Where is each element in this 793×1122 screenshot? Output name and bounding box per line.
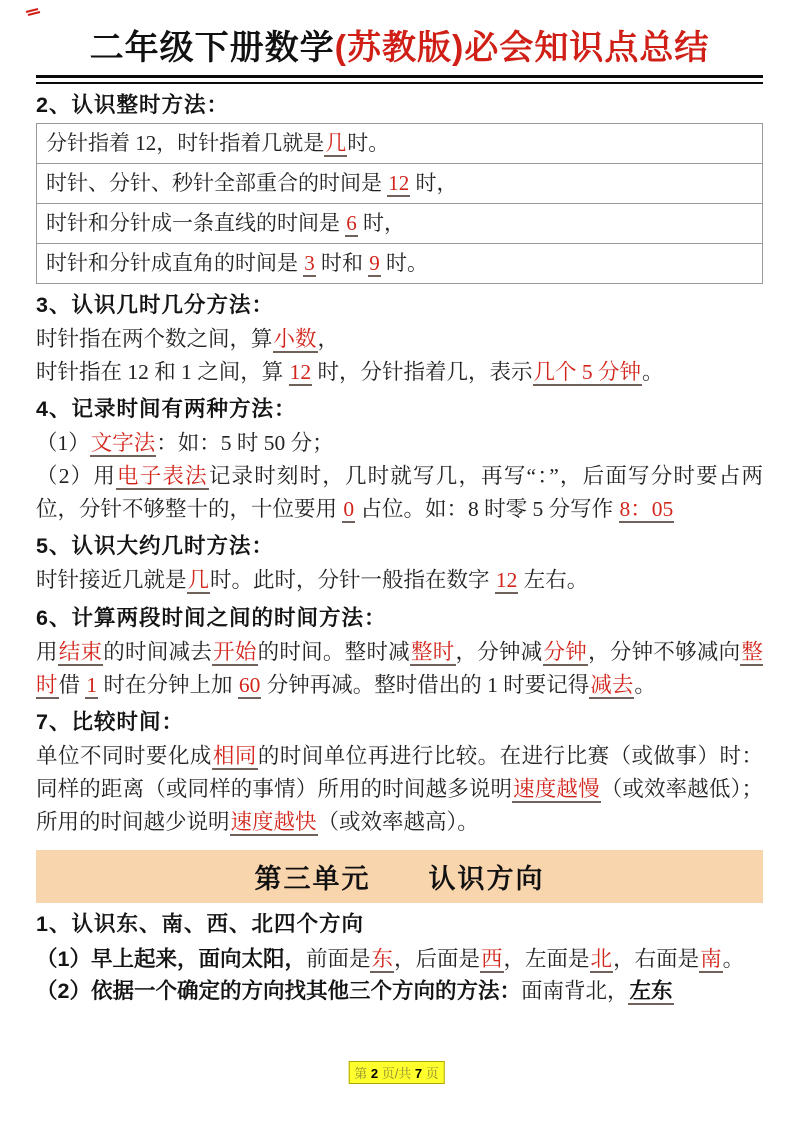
text-run: 时针接近几就是: [36, 568, 187, 593]
page-title-black: 二年级下册数学: [89, 29, 335, 67]
text-run: ，分钟不够减向: [588, 640, 741, 665]
blank-answer: 整时: [36, 640, 763, 697]
table-cell: [37, 124, 763, 164]
blank-answer: 12: [289, 359, 312, 384]
text-run: ，后面是: [394, 946, 481, 971]
table-row: [37, 244, 763, 284]
text-run: 的时间减去: [103, 640, 213, 665]
blank-answer: 几个 5 分钟: [533, 359, 642, 384]
text-run: ，分钟减: [455, 640, 543, 665]
blank-answer: 8：05: [619, 496, 674, 521]
blank-answer: 12: [388, 170, 410, 195]
footer-label: 页/共: [378, 1066, 415, 1081]
text-run: 面南背北，: [520, 979, 629, 1004]
text-run: 。: [642, 359, 664, 384]
text-run: 时，: [410, 170, 458, 195]
blank-answer: 相同: [212, 744, 257, 769]
footer-total-pages: 7: [414, 1066, 423, 1081]
table-row: [37, 164, 763, 204]
section-heading-6: 6、计算两段时间之间的时间方法：: [36, 606, 387, 631]
paragraph: [36, 460, 763, 525]
blank-answer: 60: [238, 672, 261, 697]
blank-answer: 电子表法: [117, 464, 208, 489]
paragraph: [36, 356, 763, 389]
text-run: （2）用: [36, 464, 117, 489]
unit-banner: 第三单元 认识方向: [36, 850, 763, 903]
blank-answer: 南: [700, 946, 722, 971]
clock-methods-table: [36, 123, 763, 284]
text-run: 时，: [357, 210, 405, 235]
corner-scribble-icon: [24, 2, 42, 21]
blank-answer: 6: [346, 210, 357, 235]
text-run: 借: [58, 672, 86, 697]
text-run: 。: [722, 946, 745, 971]
blank-answer: 北: [590, 946, 613, 971]
blank-answer: 1: [86, 672, 98, 697]
blank-answer: 东: [371, 946, 393, 971]
footer-page-number: 2: [370, 1066, 379, 1081]
paragraph: [36, 323, 763, 356]
paragraph: [36, 427, 763, 460]
table-cell: [37, 204, 763, 244]
text-run: 时。: [347, 130, 390, 155]
text-run: 的时间。整时减: [257, 640, 410, 665]
text-run: 时和: [315, 250, 369, 275]
text-run: 时针、分针、秒针全部重合的时间是: [46, 170, 388, 195]
section-heading-7: 7、比较时间：: [36, 710, 184, 735]
table-row: [37, 204, 763, 244]
text-run: 时针和分针成直角的时间是: [46, 250, 304, 275]
blank-answer: 减去: [590, 672, 634, 697]
text-run: （或效率越低）；所用的时间越少说明: [36, 777, 763, 834]
table-cell: [37, 164, 763, 204]
section-heading-4: 4、记录时间有两种方法：: [36, 397, 297, 422]
section-heading-5: 5、认识大约几时方法：: [36, 534, 274, 559]
text-run: 记录时刻时，几时就写几，再写“：”，后面写分时要占两位，分针不够整十的，十位要用: [36, 464, 763, 521]
text-run: 时针指在两个数之间，算: [36, 327, 273, 352]
blank-answer: 分钟: [543, 640, 588, 665]
paragraph: [36, 740, 763, 838]
paragraph: [36, 636, 763, 701]
paragraph: [36, 943, 763, 976]
paragraph: [36, 975, 763, 1008]
footer-label: 第: [354, 1066, 371, 1081]
bold-run: （2）依据一个确定的方向找其他三个方向的方法：: [36, 979, 521, 1004]
text-run: （或效率越高）。: [317, 809, 479, 834]
section-heading-2: 2、认识整时方法：: [36, 93, 229, 117]
blank-answer: 速度越慢: [513, 777, 600, 802]
text-run: 。: [634, 672, 656, 697]
table-cell: [37, 244, 763, 284]
text-run: 前面是: [305, 946, 371, 971]
blank-answer: 速度越快: [230, 809, 317, 834]
bold-run: （1）早上起来，面向太阳，: [36, 946, 306, 971]
page-title-red: (苏教版)必会知识点总结: [334, 29, 710, 67]
text-run: 的时间单位再进行比较。在进行比赛（或做事）时：同样的距离（或同样的事情）所用的时间越多说明: [36, 744, 763, 802]
blank-answer: 小数: [273, 327, 317, 352]
section-heading-3: 3、认识几时几分方法：: [36, 293, 274, 318]
text-run: （1）: [36, 431, 90, 456]
blank-answer: 左东: [629, 979, 673, 1004]
text-run: 占位。如：8 时零 5 分写作: [355, 496, 619, 521]
text-run: 时针和分针成一条直线的时间是: [46, 210, 346, 235]
blank-answer: 整时: [410, 640, 455, 665]
text-run: ，右面是: [613, 946, 700, 971]
text-run: ：如：5 时 50 分；: [156, 431, 334, 456]
footer-label: 页: [422, 1066, 439, 1081]
text-run: 时。: [380, 250, 428, 275]
table-row: [37, 124, 763, 164]
blank-answer: 0: [343, 496, 355, 521]
text-run: 左右。: [518, 568, 589, 593]
text-run: 分钟再减。整时借出的 1 时要记得: [261, 672, 590, 697]
blank-answer: 几: [325, 130, 347, 155]
text-run: 用: [36, 640, 58, 665]
blank-answer: 西: [481, 946, 503, 971]
page-title: [36, 4, 763, 74]
text-run: ，: [317, 327, 340, 352]
text-run: 时在分钟上加: [98, 672, 238, 697]
blank-answer: 几: [187, 568, 210, 593]
text-run: 时针指在 12 和 1 之间，算: [36, 359, 289, 384]
text-run: 时，分针指着几，表示: [312, 359, 533, 384]
text-run: 分针指着 12，时针指着几就是: [46, 130, 325, 155]
blank-answer: 结束: [58, 640, 103, 665]
paragraph: [36, 564, 763, 597]
title-divider: [36, 75, 763, 84]
page-number-footer: [348, 1061, 445, 1084]
blank-answer: 12: [495, 568, 518, 593]
blank-answer: 3: [304, 250, 315, 275]
unit3-heading-1: 1、认识东、南、西、北四个方向: [36, 912, 364, 937]
blank-answer: 9: [369, 250, 380, 275]
text-run: ，左面是: [503, 946, 590, 971]
blank-answer: 文字法: [90, 431, 156, 456]
text-run: 单位不同时要化成: [36, 744, 212, 769]
text-run: 时。此时，分针一般指在数字: [210, 568, 495, 593]
blank-answer: 开始: [213, 640, 257, 665]
